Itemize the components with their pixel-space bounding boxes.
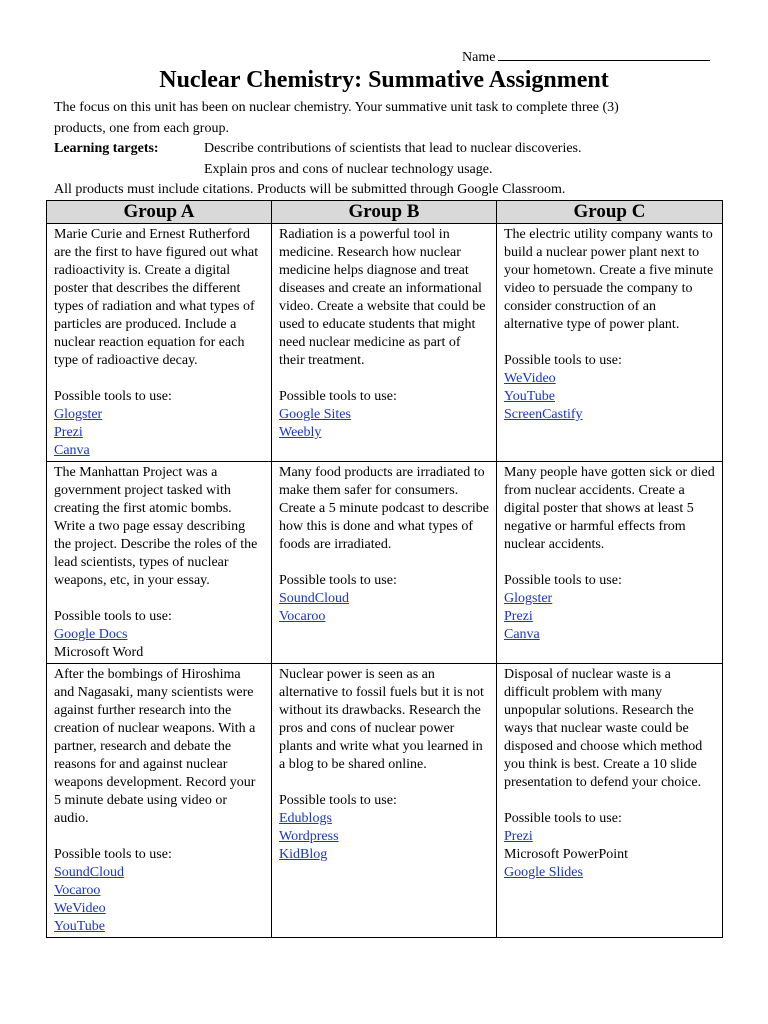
tools-label: Possible tools to use:	[279, 573, 397, 588]
group-c-cell-2	[497, 462, 723, 664]
table-row	[47, 462, 723, 664]
table-row	[47, 224, 723, 462]
intro-line-2: products, one from each group.	[54, 120, 229, 136]
tool-link[interactable]: Prezi	[504, 829, 533, 844]
tool-link[interactable]: Wordpress	[279, 829, 339, 844]
tool-link[interactable]: Edublogs	[279, 811, 332, 826]
tools-label: Possible tools to use:	[504, 811, 622, 826]
group-a-cell-3	[47, 664, 272, 938]
groups-header-row	[47, 201, 723, 224]
task-description: Disposal of nuclear waste is a difficult problem with many unpopular solutions. Research the ways that nuclear waste could be disposed and choose which method you think is best. Create a 10 slide presentation to defend your choice.	[504, 667, 703, 790]
name-field	[462, 46, 710, 67]
tool-link[interactable]: Glogster	[54, 407, 103, 422]
group-c-cell-1	[497, 224, 723, 462]
page-title: Nuclear Chemistry: Summative Assignment	[159, 67, 609, 93]
tools-label: Possible tools to use:	[504, 573, 622, 588]
tool-link[interactable]: SoundCloud	[279, 591, 350, 606]
name-label: Name	[462, 50, 496, 65]
tool-link[interactable]: WeVideo	[504, 371, 556, 386]
learning-target-row-1	[54, 139, 714, 160]
group-b-cell-3	[272, 664, 497, 938]
tool-link[interactable]: Vocaroo	[54, 883, 101, 898]
name-blank-line[interactable]	[498, 46, 710, 61]
task-description: Radiation is a powerful tool in medicine. Research how nuclear medicine helps diagnose and treat diseases and create an informational video. Create a website that could be used to educate students that might need nuclear medicine as part of their treatment.	[279, 227, 486, 368]
citations-note: All products must include citations. Products will be submitted through Google Classroom.	[54, 182, 566, 197]
intro-section	[54, 98, 714, 201]
learning-targets-label: Learning targets:	[54, 141, 159, 156]
task-description: The electric utility company wants to build a nuclear power plant next to your hometown. Create a five minute video to persuade the company to consider construction of an alternative type of power plant.	[504, 227, 714, 332]
tool-link[interactable]: KidBlog	[279, 847, 328, 862]
group-c-header: Group C	[497, 201, 723, 224]
tool-link[interactable]: Google Slides	[504, 865, 583, 880]
tool-name: Microsoft Word	[54, 645, 144, 660]
group-a-header: Group A	[47, 201, 272, 224]
group-b-cell-2	[272, 462, 497, 664]
intro-line-1: The focus on this unit has been on nuclear chemistry. Your summative unit task to complete three (3)	[54, 100, 619, 115]
tool-link[interactable]: WeVideo	[54, 901, 106, 916]
tools-label: Possible tools to use:	[54, 389, 172, 404]
tool-link[interactable]: Glogster	[504, 591, 553, 606]
tool-link[interactable]: Prezi	[504, 609, 533, 624]
task-description: Nuclear power is seen as an alternative to fossil fuels but it is not without its drawbacks. Research the pros and cons of nuclear power plants and write what you learned in a blog to be shared online.	[279, 667, 484, 772]
tool-link[interactable]: SoundCloud	[54, 865, 125, 880]
tools-label: Possible tools to use:	[279, 793, 397, 808]
group-b-header: Group B	[272, 201, 497, 224]
tool-link[interactable]: Google Docs	[54, 627, 128, 642]
tool-link[interactable]: Vocaroo	[279, 609, 326, 624]
group-c-cell-3	[497, 664, 723, 938]
task-description: Many people have gotten sick or died from nuclear accidents. Create a digital poster that shows at least 5 negative or harmful effects from nuclear accidents.	[504, 465, 715, 552]
tool-link[interactable]: Google Sites	[279, 407, 351, 422]
tools-label: Possible tools to use:	[54, 847, 172, 862]
tool-name: Microsoft PowerPoint	[504, 847, 629, 862]
tools-label: Possible tools to use:	[279, 389, 397, 404]
task-description: Many food products are irradiated to make them safer for consumers. Create a 5 minute podcast to describe how this is done and what types of foods are irradiated.	[279, 465, 489, 552]
task-description: Marie Curie and Ernest Rutherford are the first to have figured out what radioactivity is. Create a digital poster that describes the different types of radiation and what types of particles are produced. Include a nuclear reaction equation for each type of radioactive decay.	[54, 227, 259, 368]
tool-link[interactable]: Weebly	[279, 425, 322, 440]
task-description: The Manhattan Project was a government project tasked with creating the first atomic bombs. Write a two page essay describing the project. Describe the roles of the lead scientists, types of nuclear weapons, etc, in your essay.	[54, 465, 258, 588]
group-a-cell-2	[47, 462, 272, 664]
group-a-cell-1	[47, 224, 272, 462]
tool-link[interactable]: Prezi	[54, 425, 83, 440]
table-row	[47, 664, 723, 938]
tools-label: Possible tools to use:	[54, 609, 172, 624]
learning-target-2: Explain pros and cons of nuclear technology usage.	[204, 161, 493, 177]
tool-link[interactable]: ScreenCastify	[504, 407, 583, 422]
task-description: After the bombings of Hiroshima and Nagasaki, many scientists were against further research into the creation of nuclear weapons. With a partner, research and debate the reasons for and against nuclear weapons development. Record your 5 minute debate using video or audio.	[54, 667, 256, 826]
tool-link[interactable]: YouTube	[504, 389, 555, 404]
tool-link[interactable]: Canva	[54, 443, 90, 458]
groups-table	[46, 200, 723, 938]
tool-link[interactable]: Canva	[504, 627, 540, 642]
tool-link[interactable]: YouTube	[54, 919, 105, 934]
learning-target-1: Describe contributions of scientists that lead to nuclear discoveries.	[204, 141, 582, 156]
group-b-cell-1	[272, 224, 497, 462]
tools-label: Possible tools to use:	[504, 353, 622, 368]
